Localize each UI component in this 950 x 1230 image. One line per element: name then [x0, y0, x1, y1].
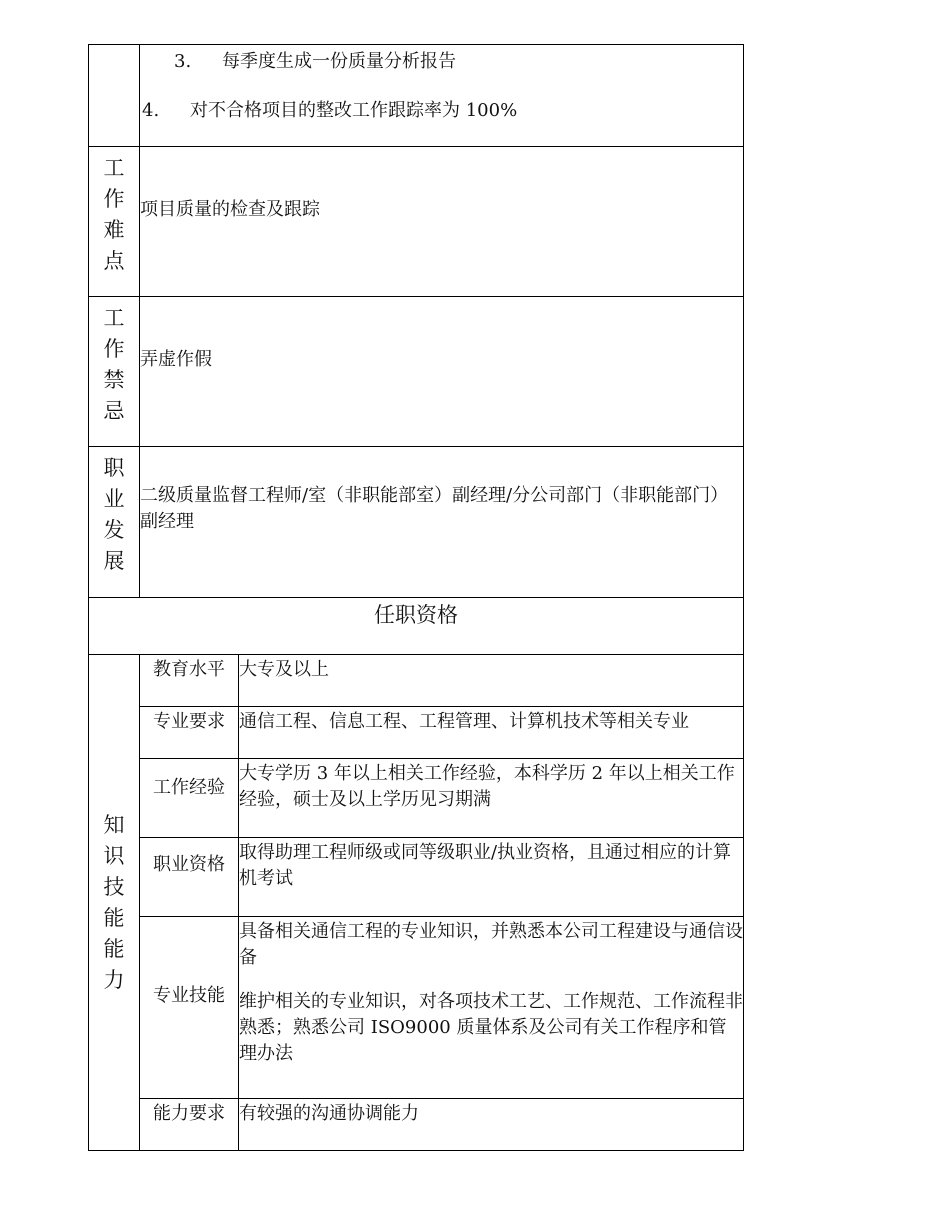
experience-value: 大专学历 3 年以上相关工作经验，本科学历 2 年以上相关工作经验，硕士及以上学历见习期满 — [239, 759, 744, 838]
qualification-row — [89, 655, 744, 707]
certification-value: 取得助理工程师级或同等级职业/执业资格，且通过相应的计算机考试 — [239, 838, 744, 917]
goal-item: 3. 每季度生成一份质量分析报告 — [174, 51, 456, 72]
qualification-row — [89, 1099, 744, 1151]
career-content: 二级质量监督工程师/室（非职能部室）副经理/分公司部门（非职能部门）副经理 — [140, 447, 744, 598]
education-value: 大专及以上 — [239, 655, 744, 707]
taboo-content: 弄虚作假 — [140, 297, 744, 447]
knowledge-skill-label: 知 识 技 能 能 力 — [89, 655, 140, 1151]
taboo-row — [89, 297, 744, 447]
ability-label: 能力要求 — [140, 1099, 239, 1151]
taboo-label: 工 作 禁 忌 — [89, 297, 140, 447]
experience-label: 工作经验 — [140, 759, 239, 838]
career-row — [89, 447, 744, 598]
qualification-header-row — [89, 598, 744, 655]
qualification-row — [89, 707, 744, 759]
qualification-row — [89, 759, 744, 838]
job-description-table — [88, 44, 743, 1151]
goal-item: 4. 对不合格项目的整改工作跟踪率为 100% — [142, 100, 518, 121]
skills-label: 专业技能 — [140, 917, 239, 1099]
qualification-row — [89, 838, 744, 917]
major-value: 通信工程、信息工程、工程管理、计算机技术等相关专业 — [239, 707, 744, 759]
goals-label-cell — [89, 45, 140, 147]
skills-value: 具备相关通信工程的专业知识，并熟悉本公司工程建设与通信设备 维护相关的专业知识，对各项技术工艺、工作规范、工作流程非熟悉；熟悉公司 ISO9000 质量体系及公司有关工作程序和管理办法 — [239, 917, 744, 1099]
difficulty-row — [89, 147, 744, 297]
certification-label: 职业资格 — [140, 838, 239, 917]
section-title: 任职资格 — [89, 598, 744, 655]
goals-content — [140, 45, 744, 147]
difficulty-label: 工 作 难 点 — [89, 147, 140, 297]
ability-value: 有较强的沟通协调能力 — [239, 1099, 744, 1151]
goals-row — [89, 45, 744, 147]
career-label: 职 业 发 展 — [89, 447, 140, 598]
qualification-row — [89, 917, 744, 1099]
difficulty-content: 项目质量的检查及跟踪 — [140, 147, 744, 297]
major-label: 专业要求 — [140, 707, 239, 759]
education-label: 教育水平 — [140, 655, 239, 707]
